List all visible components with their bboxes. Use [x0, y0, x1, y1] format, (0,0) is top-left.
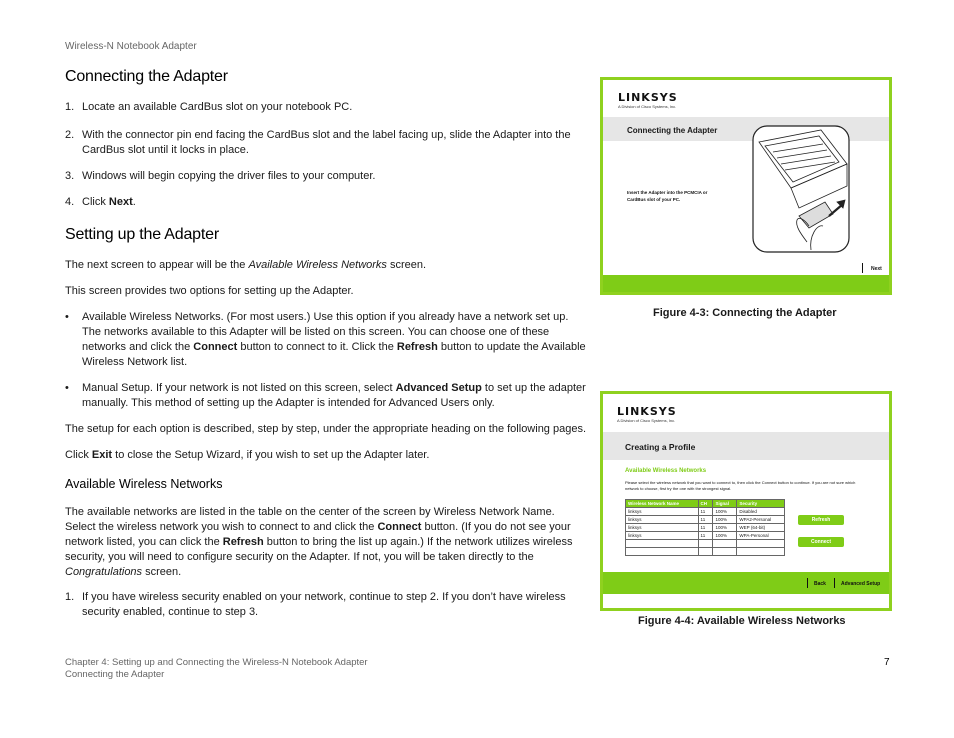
step-text: Locate an available CardBus slot on your notebook PC. [82, 101, 353, 113]
step-4 [65, 195, 587, 210]
step-text: If you have wireless security enabled on your network, continue to step 2. If you don’t have wireless security enabled, continue to step 3. [82, 591, 566, 618]
table-row [626, 548, 785, 556]
screen-title: Creating a Profile [625, 442, 696, 452]
column-header: Signal [713, 500, 737, 508]
bullet-mark: • [65, 382, 69, 394]
step-number: 1. [65, 591, 75, 603]
laptop-card-illustration [751, 124, 851, 254]
back-button[interactable]: Back [814, 581, 826, 587]
nav-divider [807, 578, 808, 588]
networks-subtitle: Available Wireless Networks [625, 468, 707, 474]
step-number: 3. [65, 170, 75, 182]
screen-name: Available Wireless Networks [248, 259, 387, 271]
table-row[interactable]: linksys 11 100% WPA2-Personal [626, 516, 785, 524]
next-button[interactable]: Next [871, 266, 882, 272]
paragraph-two-options: This screen provides two options for setting up the Adapter. [65, 285, 354, 297]
footer-section: Connecting the Adapter [65, 669, 165, 680]
section-title-connecting: Connecting the Adapter [65, 68, 228, 85]
table-row[interactable]: linksys 11 100% Disabled [626, 508, 785, 516]
step-number: 4. [65, 196, 75, 208]
figure-available-networks [600, 391, 892, 611]
nav-divider [862, 263, 863, 273]
paragraph-next-screen: The next screen to appear will be the Available Wireless Networks screen. [65, 259, 427, 271]
bullet-available-networks [65, 310, 587, 370]
table-row[interactable]: linksys 11 100% WPA-Personal [626, 532, 785, 540]
step-1 [65, 100, 587, 115]
paragraph-exit: Click Exit to close the Setup Wizard, if you wish to set up the Adapter later. [65, 449, 430, 461]
logo-subtitle: A Division of Cisco Systems, Inc. [617, 418, 676, 423]
section-title-setting-up: Setting up the Adapter [65, 226, 219, 243]
refresh-button[interactable]: Refresh [798, 515, 844, 525]
running-footer [65, 657, 368, 681]
paragraph-available-networks: The available networks are listed in the table on the center of the screen by Wireless Network Name. Select the wireless network you wish to connect to and click the Connect button. (If you do not see your network listed, you can click the Refresh button to bring the list up again.) If the network utilizes wireless security, you will need to configure security on the Adapter. If not, you will be taken directly to the Congratulations screen. [65, 506, 573, 578]
next-keyword: Next [108, 196, 133, 208]
linksys-logo: LINKSYS [617, 405, 677, 418]
figure-connecting-adapter [600, 77, 892, 295]
bullet-mark: • [65, 311, 69, 323]
advanced-setup-button[interactable]: Advanced Setup [841, 581, 881, 587]
column-header: CH [698, 500, 713, 508]
nav-divider [834, 578, 835, 588]
page-number: 7 [884, 657, 890, 668]
bullet-text: Manual Setup. If your network is not listed on this screen, select Advanced Setup to set up the adapter manually. This method of setting up the Adapter is intended for Advanced Users only. [82, 382, 586, 409]
step-security [65, 590, 587, 620]
step-number: 2. [65, 129, 75, 141]
logo-subtitle: A Division of Cisco Systems, Inc. [618, 104, 677, 109]
step-2 [65, 128, 587, 158]
step-text: Click Next. [82, 196, 136, 208]
paragraph-setup-options: The setup for each option is described, step by step, under the appropriate heading on the following pages. [65, 423, 587, 435]
step-number: 1. [65, 101, 75, 113]
running-header: Wireless-N Notebook Adapter [65, 41, 197, 52]
step-3 [65, 169, 587, 184]
table-row[interactable]: linksys 11 100% WEP (64-bit) [626, 524, 785, 532]
step-text: With the connector pin end facing the CardBus slot and the label facing up, slide the Adapter into the CardBus slot until it locks in place. [82, 129, 571, 156]
figure-caption-4-4: Figure 4-4: Available Wireless Networks [638, 615, 846, 627]
column-header: Security [737, 500, 785, 508]
networks-description: Please select the wireless network that you want to connect to, then click the Connect button to continue. If you are not sure which network to choose, first try the one with the strongest signal. [625, 480, 856, 491]
bullet-manual-setup [65, 381, 587, 411]
screen-title: Connecting the Adapter [627, 126, 718, 135]
bullet-text: Available Wireless Networks. (For most users.) Use this option if you already have a network set up. The networks available to this Adapter will be listed on this screen. You can choose one of these networks and click the Connect button to connect to it. Click the Refresh button to update the Available Wireless Network list. [82, 311, 586, 368]
networks-table [625, 499, 785, 556]
linksys-logo: LINKSYS [618, 91, 678, 104]
instruction-text: Insert the Adapter into the PCMCIA or CardBus slot of your PC. [627, 190, 708, 202]
step-text: Windows will begin copying the driver files to your computer. [82, 170, 376, 182]
connect-button[interactable]: Connect [798, 537, 844, 547]
figure-caption-4-3: Figure 4-3: Connecting the Adapter [653, 307, 837, 319]
bottom-bar [603, 275, 889, 295]
column-header: Wireless Network Name [626, 500, 699, 508]
table-row [626, 540, 785, 548]
footer-chapter: Chapter 4: Setting up and Connecting the Wireless-N Notebook Adapter [65, 657, 368, 668]
subsection-title-available-networks: Available Wireless Networks [65, 477, 223, 491]
